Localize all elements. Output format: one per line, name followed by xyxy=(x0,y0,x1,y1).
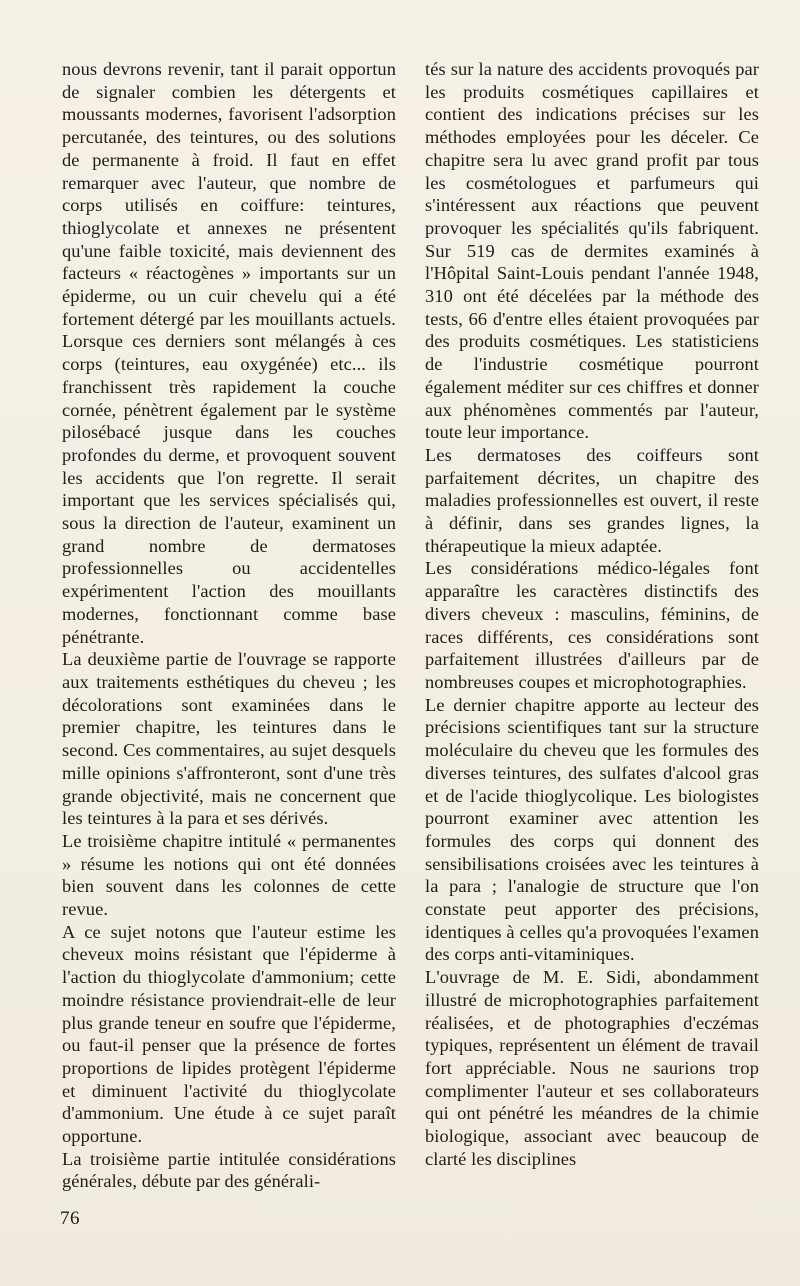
right-paragraph-3: Les considérations médico-légales font apparaître les caractères distinctifs des divers cheveux : masculins, féminins, de races différents, ces considérations sont parfaitement illustrées d'ailleurs par de nombreuses coupes et microphotographies. xyxy=(425,558,759,692)
right-paragraph-2: Les dermatoses des coiffeurs sont parfaitement décrites, un chapitre des maladies professionnelles est ouvert, il reste à définir, dans ses grandes lignes, la thérapeutique la mieux adaptée. xyxy=(425,444,759,556)
left-paragraph-3: Le troisième chapitre intitulé « permanentes » résume les notions qui ont été données bien souvent dans les colonnes de cette revue. xyxy=(62,830,396,920)
page-number: 76 xyxy=(60,1208,80,1229)
left-text-column xyxy=(62,58,396,1193)
left-paragraph-5: La troisième partie intitulée considérations générales, débute par des générali- xyxy=(62,1148,396,1192)
left-paragraph-1: nous devrons revenir, tant il parait opportun de signaler combien les détergents et moussants modernes, favorisent l'adsorption percutanée, des teintures, ou des solutions de permanente à froid. Il faut en effet remarquer avec l'auteur, que nombre de corps utilisés en coiffure: teintures, thioglycolate et annexes ne présentent qu'une faible toxicité, mais deviennent des facteurs « réactogènes » importants sur un épiderme, ou un cuir chevelu qui a été fortement détergé par les mouillants actuels. Lorsque ces derniers sont mélangés à ces corps (teintures, eau oxygénée) etc... ils franchissent très rapidement la couche cornée, pénètrent également par le système pilosébacé jusque dans les couches profondes du derme, et provoquent souvent les accidents que l'on regrette. Il serait important que les services spécialisés qui, sous la direction de l'auteur, examinent un grand nombre de dermatoses professionnelles ou accidentelles expérimentent l'action des mouillants modernes, fonctionnant comme base pénétrante. xyxy=(62,59,396,647)
left-paragraph-4: A ce sujet notons que l'auteur estime les cheveux moins résistant que l'épiderme à l'action du thioglycolate d'ammonium; cette moindre résistance proviendrait-elle de leur plus grande teneur en soufre que l'épiderme, ou faut-il penser que la présence de fortes proportions de lipides protègent l'épiderme et diminuent l'activité du thioglycolate d'ammonium. Une étude à ce sujet paraît opportune. xyxy=(62,921,396,1147)
right-paragraph-4: Le dernier chapitre apporte au lecteur des précisions scientifiques tant sur la structure moléculaire du cheveu que les formules des diverses teintures, des sulfates d'alcool gras et de l'acide thioglycolique. Les biologistes pourront examiner avec attention les formules des corps qui donnent des sensibilisations croisées avec les teintures à la para ; l'analogie de structure que l'on constate peut apporter des précisions, identiques à celles qu'a provoquées l'examen des corps anti-vitaminiques. xyxy=(425,694,759,965)
right-text-column xyxy=(425,58,759,1170)
left-paragraph-2: La deuxième partie de l'ouvrage se rapporte aux traitements esthétiques du cheveu ; les décolorations sont examinées dans le premier chapitre, les teintures dans le second. Ces commentaires, au sujet desquels mille opinions s'affronteront, sont d'une très grande objectivité, mais ne concernent que les teintures à la para et ses dérivés. xyxy=(62,649,396,829)
right-paragraph-1: tés sur la nature des accidents provoqués par les produits cosmétiques capillaires et contient des indications précises sur les méthodes employées pour les déceler. Ce chapitre sera lu avec grand profit par tous les cosmétologues et parfumeurs qui s'intéressent aux réactions que peuvent provoquer les spécialités qu'ils fabriquent. Sur 519 cas de dermites examinés à l'Hôpital Saint-Louis pendant l'année 1948, 310 ont été décelées par la méthode des tests, 66 d'entre elles étaient provoquées par des produits cosmétiques. Les statisticiens de l'industrie cosmétique pourront également méditer sur ces chiffres et donner aux phénomènes commentés par l'auteur, toute leur importance. xyxy=(425,59,759,443)
right-paragraph-5: L'ouvrage de M. E. Sidi, abondamment illustré de microphotographies parfaitement réalisées, et de photographies d'eczémas typiques, représentent un élément de travail fort appréciable. Nous ne saurions trop complimenter l'auteur et ses collaborateurs qui ont pénétré les méandres de la chimie biologique, associant avec beaucoup de clarté les disciplines xyxy=(425,967,759,1169)
